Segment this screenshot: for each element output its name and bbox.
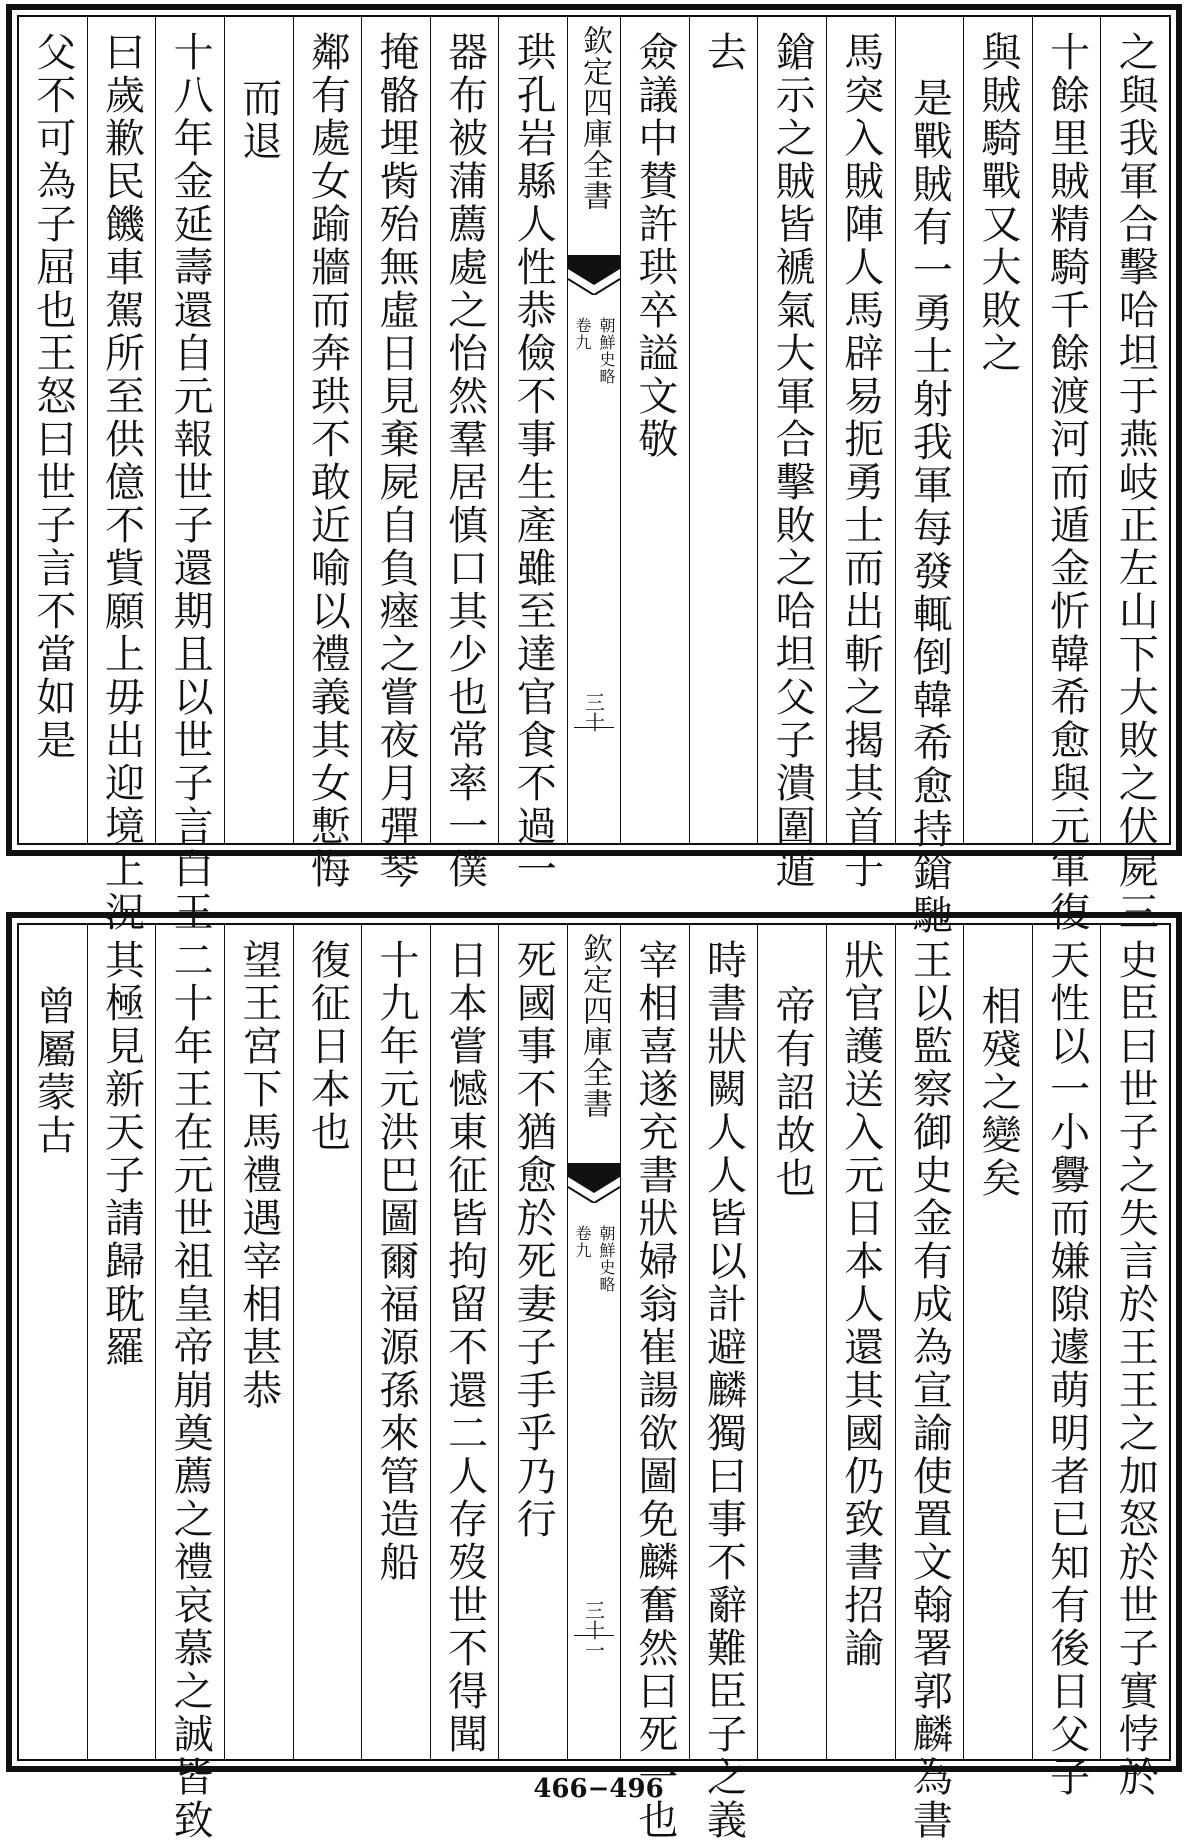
folio-rule [574, 727, 614, 728]
text-column [293, 925, 362, 1759]
text-column [1032, 17, 1101, 934]
text-column [87, 17, 156, 934]
center-fold-strip [567, 17, 620, 843]
column-text: 父不可為子屈也王怒曰世子言不當如是 [29, 31, 76, 762]
column-text: 望王宮下馬禮遇宰相甚恭 [235, 939, 282, 1412]
column-text: 與賊騎戰又大敗之 [974, 31, 1021, 375]
text-column [155, 17, 224, 934]
column-text: 珙孔岩縣人性恭儉不事生產雖至達官食不過一 [510, 31, 557, 891]
text-column [895, 17, 964, 937]
column-text: 之與我軍合擊哈坦于燕岐正左山下大敗之伏屍三 [1112, 31, 1159, 934]
text-column [224, 17, 293, 843]
center-subtitle [574, 317, 614, 385]
text-column [963, 925, 1032, 1759]
top-page [6, 4, 1182, 937]
fishtail-mark-icon [568, 255, 620, 295]
column-text: 帝有詔故也 [769, 985, 816, 1200]
text-column [19, 17, 87, 843]
column-text: 相殘之變矣 [974, 985, 1021, 1200]
column-text: 其極見新天子請歸耽羅 [98, 939, 145, 1369]
column-text: 器布被蒲薦處之怡然羣居慎口其少也常率一僕 [441, 31, 488, 891]
center-fold-strip [567, 925, 620, 1759]
text-column [361, 17, 430, 891]
text-column [963, 17, 1032, 843]
column-text: 復征日本也 [304, 939, 351, 1154]
text-column [155, 925, 224, 1842]
column-text: 鎗示之賊皆褫氣大軍合擊敗之哈坦父子潰圍遁 [769, 31, 816, 891]
column-text: 王以監察御史金有成為宣諭使置文翰署郭麟為書 [906, 939, 953, 1842]
folio-number: 三十一 [581, 1600, 606, 1660]
column-text: 十八年金延壽還自元報世子還期且以世子言白王 [167, 31, 214, 934]
text-column [620, 17, 689, 843]
text-column [430, 17, 499, 891]
text-column [224, 925, 293, 1759]
column-text: 日本嘗憾東征皆拘留不還二人存歿世不得聞 [441, 939, 488, 1756]
text-column [498, 925, 567, 1759]
column-text: 是戰賊有一勇士射我軍每發輒倒韓希愈持鎗馳 [906, 77, 953, 937]
text-column [361, 925, 430, 1759]
column-text: 掩骼埋胔殆無虛日見棄屍自負瘞之嘗夜月彈琴 [372, 31, 419, 891]
text-column [1100, 925, 1169, 1799]
folio-number: 三十 [581, 692, 606, 732]
column-text: 曰歲歉民饑車駕所至供億不貲願上毋出迎境上況 [98, 31, 145, 934]
column-text: 十九年元洪巴圖爾福源孫來管造船 [372, 939, 419, 1584]
column-text: 時書狀闕人人皆以計避麟獨曰事不辭難臣子之義 [700, 939, 747, 1842]
column-text: 而退 [235, 77, 282, 163]
column-text: 十餘里賊精騎千餘渡河而遁金忻韓希愈與元軍復 [1043, 31, 1090, 934]
book-name: 朝鮮史略 [597, 1225, 616, 1293]
text-column [689, 925, 758, 1842]
column-text: 死國事不猶愈於死妻子手乎乃行 [510, 939, 557, 1541]
column-text: 二十年王在元世祖皇帝崩奠薦之禮哀慕之誠皆致 [167, 939, 214, 1842]
column-text: 鄰有處女踰牆而奔珙不敢近喻以禮義其女慙悔 [304, 31, 351, 891]
text-column [498, 17, 567, 891]
column-text: 天性以一小釁而嫌隙遽萌明者已知有後日父子 [1043, 939, 1090, 1799]
text-column [87, 925, 156, 1759]
text-column [1100, 17, 1169, 934]
text-column [689, 17, 758, 843]
column-text: 宰相喜遂充書狀婦翁崔諹欲圖免麟奮然曰死一也 [631, 939, 678, 1842]
column-text: 狀官護送入元日本人還其國仍致書招諭 [837, 939, 884, 1670]
column-text: 曾屬蒙古 [29, 985, 76, 1157]
text-column [826, 925, 895, 1759]
text-column [757, 17, 826, 891]
center-subtitle [574, 1225, 614, 1293]
column-text: 去 [700, 31, 747, 74]
book-name: 朝鮮史略 [597, 317, 616, 385]
text-column [757, 925, 826, 1759]
fishtail-mark-icon [568, 1163, 620, 1203]
text-column [826, 17, 895, 891]
text-column [19, 925, 87, 1759]
text-column [895, 925, 964, 1842]
top-page-grid [17, 15, 1171, 937]
volume-label: 卷九 [573, 1225, 592, 1259]
column-text: 馬突入賊陣人馬辟易扼勇士而出斬之揭其首于 [837, 31, 884, 891]
book-series-title: 欽定四庫全書 [577, 933, 612, 1119]
volume-label: 卷九 [573, 317, 592, 351]
text-column [620, 925, 689, 1842]
book-series-title: 欽定四庫全書 [577, 25, 612, 211]
text-column [430, 925, 499, 1759]
page-footer-number: 466−496 [533, 1774, 664, 1804]
text-column [1032, 925, 1101, 1799]
column-text: 僉議中賛許珙卒謚文敬 [631, 31, 678, 461]
column-text: 史臣曰世子之失言於王王之加怒於世子實悖於 [1112, 939, 1159, 1799]
text-column [293, 17, 362, 891]
folio-rule [574, 1635, 614, 1636]
